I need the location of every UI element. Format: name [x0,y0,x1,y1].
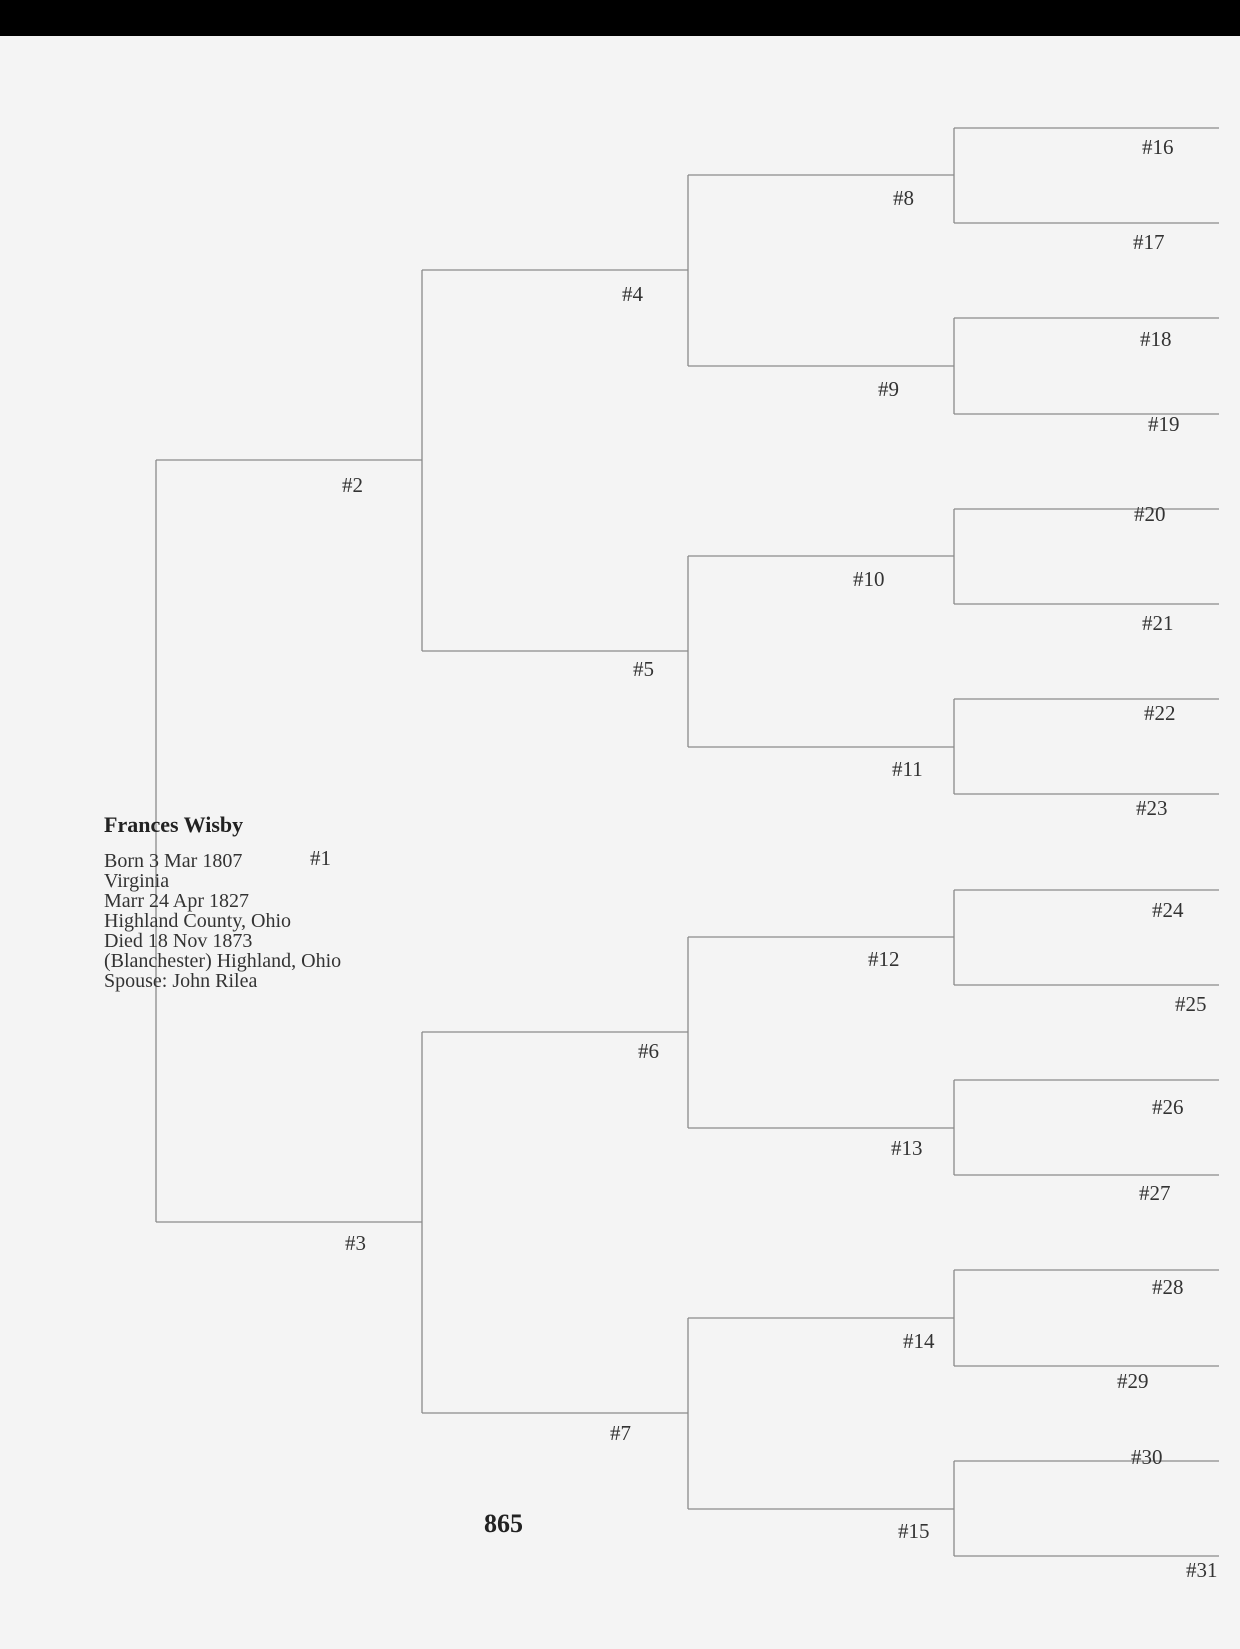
ancestor-label-12: #12 [868,947,900,971]
person-death-date: Died 18 Nov 1873 [104,930,253,952]
ancestor-label-20: #20 [1134,502,1166,526]
ancestor-label-4: #4 [622,282,643,306]
ancestor-label-28: #28 [1152,1275,1184,1299]
ancestor-label-3: #3 [345,1231,366,1255]
person-name: Frances Wisby [104,812,244,837]
ancestor-label-8: #8 [893,186,914,210]
ancestor-label-26: #26 [1152,1095,1184,1119]
ancestor-label-15: #15 [898,1519,930,1543]
page-number: 865 [484,1509,523,1538]
person-spouse: Spouse: John Rilea [104,970,258,992]
person-record [104,812,342,992]
ancestor-label-11: #11 [892,757,923,781]
ancestor-label-22: #22 [1144,701,1176,725]
ancestor-label-21: #21 [1142,611,1174,635]
ancestor-label-6: #6 [638,1039,659,1063]
ancestor-label-16: #16 [1142,135,1174,159]
ancestor-label-10: #10 [853,567,885,591]
ancestor-label-30: #30 [1131,1445,1163,1469]
person-details [104,850,342,992]
person-number-label: #1 [310,846,331,870]
ancestor-label-17: #17 [1133,230,1165,254]
person-death-place: (Blanchester) Highland, Ohio [104,950,342,972]
ancestor-label-27: #27 [1139,1181,1171,1205]
ancestor-label-31: #31 [1186,1558,1218,1582]
ancestor-label-13: #13 [891,1136,923,1160]
ancestor-label-19: #19 [1148,412,1180,436]
ancestor-label-18: #18 [1140,327,1172,351]
person-marriage-place: Highland County, Ohio [104,910,292,932]
ancestor-label-9: #9 [878,377,899,401]
ancestor-label-23: #23 [1136,796,1168,820]
ancestor-label-14: #14 [903,1329,935,1353]
ancestor-label-2: #2 [342,473,363,497]
ancestor-label-29: #29 [1117,1369,1149,1393]
person-marriage-date: Marr 24 Apr 1827 [104,890,249,912]
ancestor-label-7: #7 [610,1421,631,1445]
person-born-date: Born 3 Mar 1807 [104,850,243,872]
ancestor-label-25: #25 [1175,992,1207,1016]
ancestor-label-5: #5 [633,657,654,681]
person-born-place: Virginia [104,870,170,892]
ancestor-label-24: #24 [1152,898,1184,922]
